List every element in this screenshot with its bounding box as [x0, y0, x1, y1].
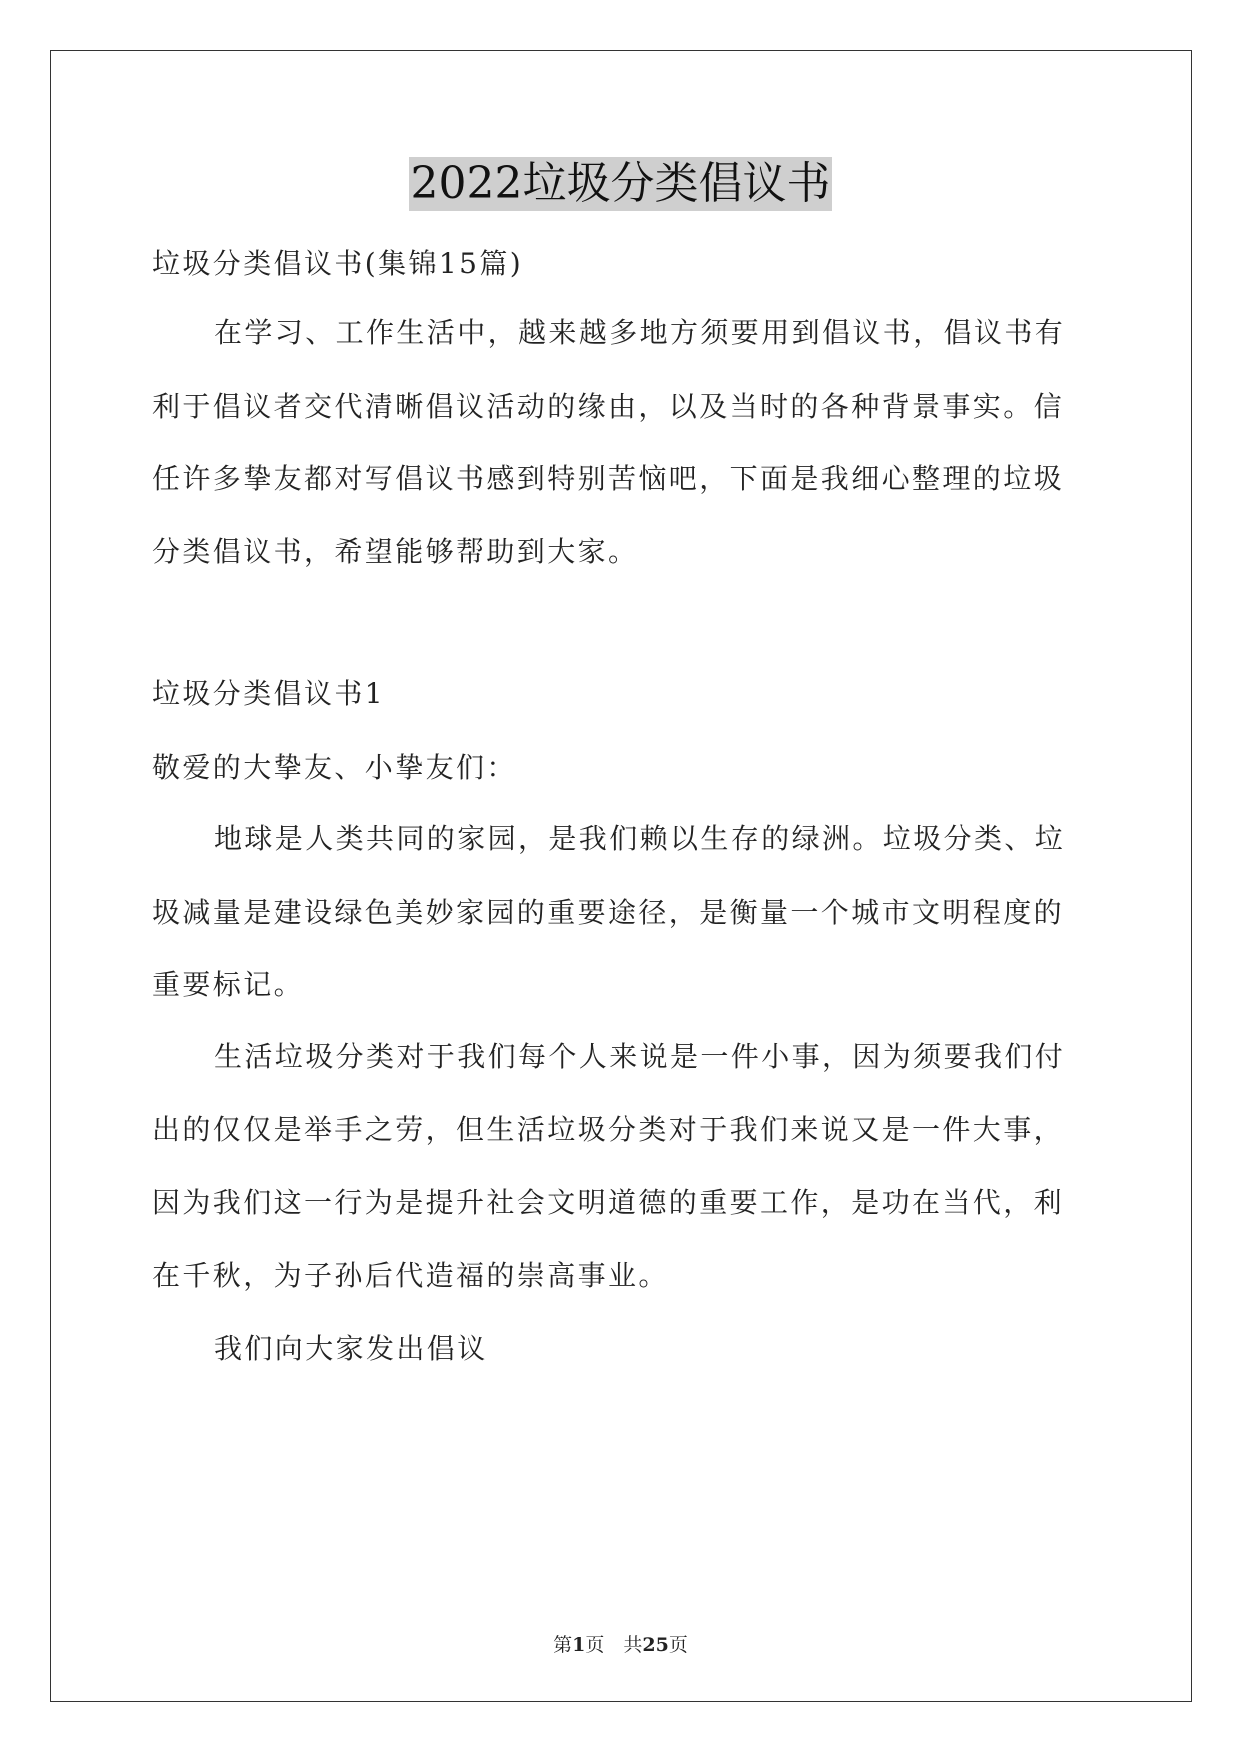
- para2-line-2: 出的仅仅是举手之劳，但生活垃圾分类对于我们来说又是一件大事，: [152, 1113, 1065, 1146]
- intro-line-2: 利于倡议者交代清晰倡议活动的缘由，以及当时的各种背景事实。信: [152, 390, 1065, 423]
- page-border: [50, 50, 1192, 1702]
- para3: 我们向大家发出倡议: [214, 1332, 488, 1365]
- para1-line-3: 重要标记。: [152, 968, 305, 1001]
- para2-line-3: 因为我们这一行为是提升社会文明道德的重要工作，是功在当代，利: [152, 1186, 1065, 1219]
- para1-line-1: 地球是人类共同的家园，是我们赖以生存的绿洲。垃圾分类、垃: [214, 822, 1066, 855]
- title-wrap: [0, 157, 1241, 211]
- subtitle: 垃圾分类倡议书(集锦15篇): [152, 247, 524, 280]
- intro-line-4: 分类倡议书，希望能够帮助到大家。: [152, 535, 639, 568]
- salutation: 敬爱的大挚友、小挚友们：: [152, 751, 517, 784]
- intro-line-3: 任许多挚友都对写倡议书感到特别苦恼吧，下面是我细心整理的垃圾: [152, 462, 1065, 495]
- footer-mid: 页 共: [585, 1634, 643, 1656]
- section-heading: 垃圾分类倡议书1: [152, 677, 386, 710]
- footer-total-pages: 25: [642, 1634, 669, 1656]
- para1-line-2: 圾减量是建设绿色美妙家园的重要途径，是衡量一个城市文明程度的: [152, 896, 1065, 929]
- document-title: 2022垃圾分类倡议书: [410, 158, 831, 209]
- para2-line-4: 在千秋，为子孙后代造福的崇高事业。: [152, 1259, 669, 1292]
- footer-prefix: 第: [553, 1634, 573, 1656]
- para2-line-1: 生活垃圾分类对于我们每个人来说是一件小事，因为须要我们付: [214, 1040, 1066, 1073]
- intro-line-1: 在学习、工作生活中，越来越多地方须要用到倡议书，倡议书有: [214, 316, 1066, 349]
- footer-suffix: 页: [668, 1634, 688, 1656]
- page-footer: [0, 1630, 1241, 1657]
- footer-page-number: 1: [572, 1634, 586, 1656]
